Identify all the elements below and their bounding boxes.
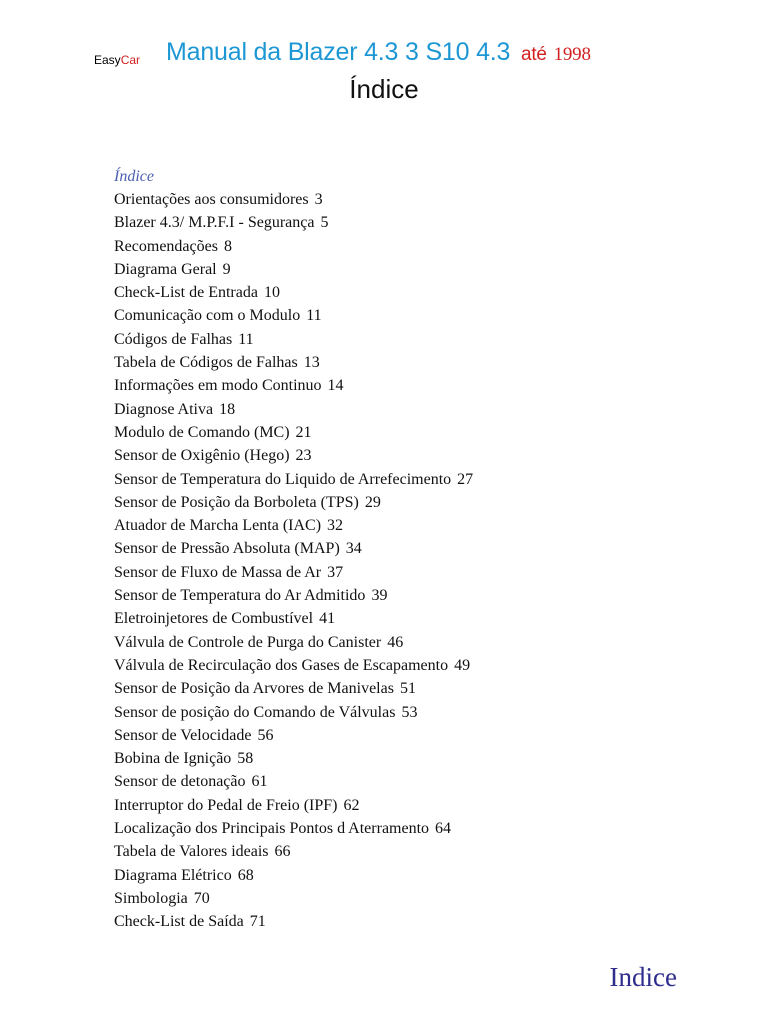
toc-entry-page: 29 — [364, 493, 381, 511]
toc-entry-page: 34 — [345, 540, 362, 558]
toc-entry[interactable] — [114, 701, 734, 724]
toc-entry[interactable] — [114, 304, 734, 327]
toc-entry-page: 9 — [222, 260, 231, 278]
toc-entry[interactable] — [114, 817, 734, 840]
toc-entry[interactable] — [114, 258, 734, 281]
footer-index-label: Indice — [609, 962, 677, 992]
toc-entry-page: 5 — [320, 214, 329, 232]
toc-entry[interactable] — [114, 351, 734, 374]
document-header — [0, 38, 768, 78]
toc-entry-label: Modulo de Comando (MC) — [114, 423, 290, 441]
toc-entry-label: Eletroinjetores de Combustível — [114, 610, 314, 628]
toc-entry-label: Localização dos Principais Pontos d Aterramento — [114, 820, 430, 838]
toc-entry-label: Bobina de Ignição — [114, 750, 232, 768]
toc-entry[interactable] — [114, 514, 734, 537]
toc-entry-page: 14 — [327, 377, 344, 395]
toc-entry[interactable] — [114, 468, 734, 491]
toc-entry[interactable] — [114, 421, 734, 444]
toc-entry-page: 58 — [237, 750, 254, 768]
toc-entry-page: 11 — [238, 330, 254, 348]
toc-entry[interactable] — [114, 188, 734, 211]
toc-entry[interactable] — [114, 864, 734, 887]
table-of-contents — [114, 166, 734, 934]
toc-entry-page: 53 — [401, 703, 418, 721]
toc-entry[interactable] — [114, 724, 734, 747]
toc-entry-page: 64 — [435, 820, 452, 838]
toc-entry[interactable] — [114, 654, 734, 677]
toc-entry[interactable] — [114, 631, 734, 654]
toc-entry-page: 49 — [454, 656, 471, 674]
toc-entry-label: Sensor de Temperatura do Ar Admitido — [114, 587, 366, 605]
toc-entry-page: 13 — [303, 354, 320, 372]
toc-entry-label: Válvula de Recirculação dos Gases de Escapamento — [114, 656, 449, 674]
toc-entry[interactable] — [114, 374, 734, 397]
toc-entry-label: Atuador de Marcha Lenta (IAC) — [114, 517, 322, 535]
toc-entry[interactable] — [114, 537, 734, 560]
toc-entry[interactable] — [114, 677, 734, 700]
toc-entry-label: Códigos de Falhas — [114, 330, 233, 348]
toc-entry-label: Tabela de Valores ideais — [114, 843, 269, 861]
toc-entry[interactable] — [114, 328, 734, 351]
toc-entry-label: Diagnose Ativa — [114, 400, 214, 418]
toc-entry-label: Diagrama Geral — [114, 260, 217, 278]
toc-entry[interactable] — [114, 281, 734, 304]
toc-entry-page: 62 — [343, 796, 360, 814]
toc-entry-label: Comunicação com o Modulo — [114, 307, 301, 325]
toc-entry-page: 18 — [219, 400, 236, 418]
title-year: 1998 — [553, 44, 591, 65]
toc-entry-page: 71 — [249, 913, 266, 931]
toc-entry[interactable] — [114, 398, 734, 421]
toc-entry-label: Simbologia — [114, 889, 188, 907]
toc-entry[interactable] — [114, 794, 734, 817]
toc-entry-label: Sensor de detonação — [114, 773, 246, 791]
toc-entry[interactable] — [114, 561, 734, 584]
toc-entry-page: 3 — [314, 191, 323, 208]
toc-entry-page: 39 — [371, 587, 388, 605]
toc-entry-label: Sensor de Posição da Arvores de Manivelas — [114, 680, 394, 698]
brand-easy: Easy — [94, 53, 121, 67]
toc-entry-page: 37 — [327, 563, 344, 581]
toc-entry-page: 46 — [387, 633, 404, 651]
page-heading: Índice — [349, 74, 419, 104]
toc-entry[interactable] — [114, 840, 734, 863]
toc-entry[interactable] — [114, 747, 734, 770]
toc-entry-page: 41 — [319, 610, 336, 628]
toc-entry-label: Sensor de Fluxo de Massa de Ar — [114, 563, 322, 581]
brand-logo — [94, 53, 140, 67]
title-ate: até — [520, 44, 547, 65]
toc-entry-page: 70 — [193, 889, 210, 907]
toc-entry-page: 51 — [399, 680, 416, 698]
toc-entry-page: 61 — [251, 773, 268, 791]
toc-entry-label: Orientações aos consumidores — [114, 191, 309, 208]
document-title — [166, 38, 591, 67]
toc-entry[interactable] — [114, 444, 734, 467]
toc-entry-label: Sensor de Posição da Borboleta (TPS) — [114, 493, 359, 511]
toc-entry-page: 21 — [295, 423, 312, 441]
toc-entry[interactable] — [114, 887, 734, 910]
toc-entry-label: Sensor de Pressão Absoluta (MAP) — [114, 540, 340, 558]
toc-entry-page: 56 — [257, 726, 274, 744]
toc-entry[interactable] — [114, 584, 734, 607]
toc-entry-page: 23 — [295, 447, 312, 465]
toc-entry-label: Sensor de Oxigênio (Hego) — [114, 447, 290, 465]
toc-entry-page: 8 — [223, 237, 232, 255]
toc-entry[interactable] — [114, 770, 734, 793]
toc-entry[interactable] — [114, 211, 734, 234]
toc-entry-label: Check-List de Entrada — [114, 284, 258, 302]
toc-entry-page: 66 — [274, 843, 291, 861]
toc-entry-page: 10 — [263, 284, 280, 302]
toc-entry-label: Sensor de Temperatura do Liquido de Arrefecimento — [114, 470, 452, 488]
toc-entry-label: Blazer 4.3/ M.P.F.I - Segurança — [114, 214, 315, 232]
toc-entry[interactable] — [114, 607, 734, 630]
title-main: Manual da Blazer 4.3 3 S10 4.3 — [166, 38, 511, 66]
toc-entry-page: 11 — [306, 307, 322, 325]
toc-entry-page: 68 — [237, 866, 254, 884]
toc-entry-label: Interruptor do Pedal de Freio (IPF) — [114, 796, 338, 814]
toc-entry-label: Sensor de posição do Comando de Válvulas — [114, 703, 396, 721]
toc-entry-label: Sensor de Velocidade — [114, 726, 252, 744]
toc-entry-label: Recomendações — [114, 237, 218, 255]
toc-entry[interactable] — [114, 235, 734, 258]
toc-entry-label: Válvula de Controle de Purga do Canister — [114, 633, 382, 651]
toc-entry-label: Check-List de Saída — [114, 913, 244, 931]
toc-entry[interactable] — [114, 491, 734, 514]
toc-entry-label: Diagrama Elétrico — [114, 866, 232, 884]
brand-car: Car — [120, 53, 141, 67]
toc-entry[interactable] — [114, 910, 734, 933]
toc-entry-label: Informações em modo Continuo — [114, 377, 322, 395]
toc-heading[interactable]: Índice — [114, 168, 154, 185]
toc-entry-page: 32 — [327, 517, 344, 535]
toc-entry-label: Tabela de Códigos de Falhas — [114, 354, 298, 372]
toc-entry-page: 27 — [457, 470, 474, 488]
